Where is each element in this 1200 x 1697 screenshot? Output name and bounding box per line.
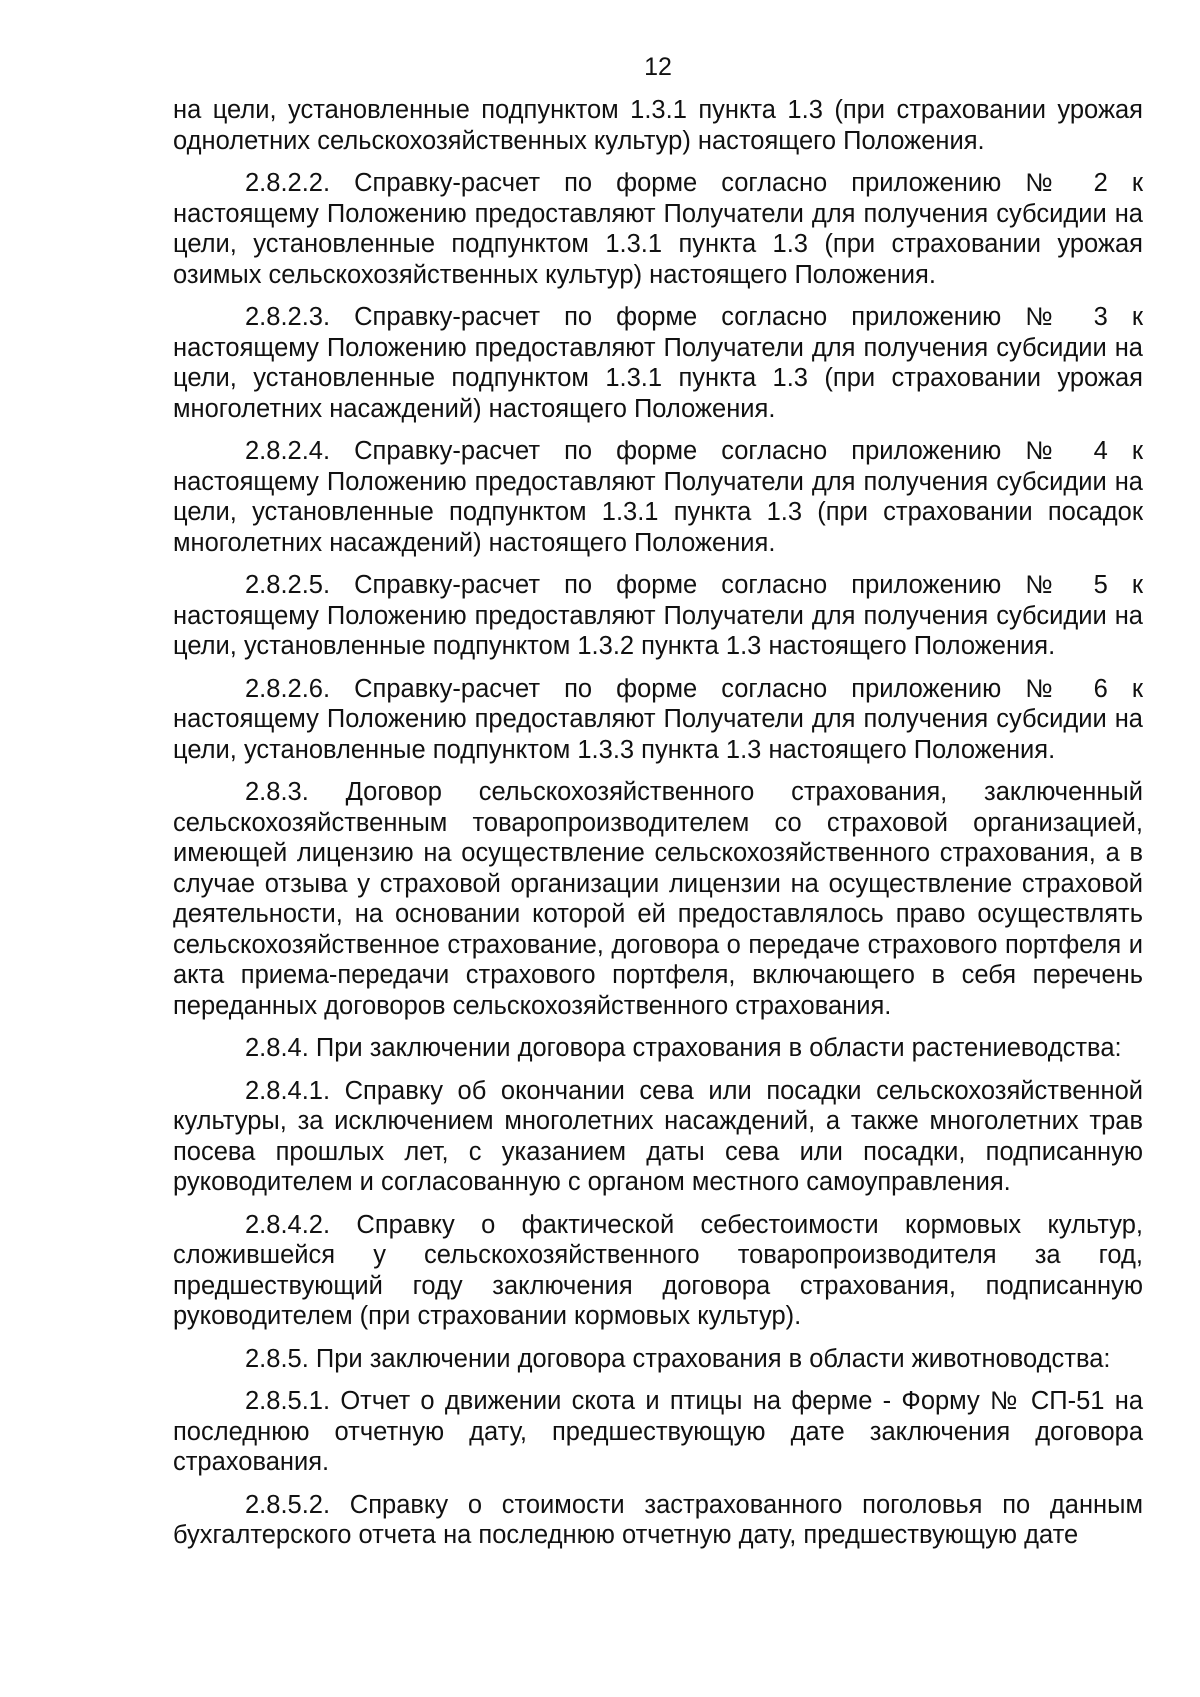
paragraph-2-8-4: 2.8.4. При заключении договора страхования в области растениеводства: [245,1034,1122,1062]
paragraph-2-8-2-2: 2.8.2.2. Справку-расчет по форме согласно приложению № 2 к настоящему Положению предоставляют Получатели для получения субсидии на цели, установленные подпунктом 1.3.1 пункта 1.3 (при страховании урожая озимых сельскохозяйственных культур) настоящего Положения. [173,169,1143,289]
paragraph-2-8-2-3: 2.8.2.3. Справку-расчет по форме согласно приложению № 3 к настоящему Положению предоставляют Получатели для получения субсидии на цели, установленные подпунктом 1.3.1 пункта 1.3 (при страховании урожая многолетних насаждений) настоящего Положения. [173,303,1143,423]
paragraph-2-8-4-1: 2.8.4.1. Справку об окончании сева или посадки сельскохозяйственной культуры, за исключением многолетних насаждений, а также многолетних трав посева прошлых лет, с указанием даты сева или посадки, подписанную руководителем и согласованную с органом местного самоуправления. [173,1076,1143,1196]
paragraph-2-8-5-1: 2.8.5.1. Отчет о движении скота и птицы на ферме - Форму № СП-51 на последнюю отчетную дату, предшествующую дате заключения договора страхования. [173,1387,1143,1476]
paragraph-2-8-5-2: 2.8.5.2. Справку о стоимости застрахованного поголовья по данным бухгалтерского отчета на последнюю отчетную дату, предшествующую дате [173,1490,1143,1549]
paragraph-2-8-4-2: 2.8.4.2. Справку о фактической себестоимости кормовых культур, сложившейся у сельскохозяйственного товаропроизводителя за год, предшествующий году заключения договора страхования, подписанную руководителем (при страховании кормовых культур). [173,1210,1143,1330]
paragraph-2-8-2-5: 2.8.2.5. Справку-расчет по форме согласно приложению № 5 к настоящему Положению предоставляют Получатели для получения субсидии на цели, установленные подпунктом 1.3.2 пункта 1.3 настоящего Положения. [173,571,1143,660]
paragraph-2-8-3: 2.8.3. Договор сельскохозяйственного страхования, заключенный сельскохозяйственным товаропроизводителем со страховой организацией, имеющей лицензию на осуществление сельскохозяйственного страхования, а в случае отзыва у страховой организации лицензии на осуществление страховой деятельности, на основании которой ей предоставлялось право осуществлять сельскохозяйственное страхование, договора о передаче страхового портфеля и акта приема-передачи страхового портфеля, включающего в себя перечень переданных договоров сельскохозяйственного страхования. [173,778,1143,1020]
page-content [173,52,1143,1551]
paragraph-continuation: на цели, установленные подпунктом 1.3.1 пункта 1.3 (при страховании урожая однолетних сельскохозяйственных культур) настоящего Положения. [173,96,1143,155]
paragraph-2-8-2-6: 2.8.2.6. Справку-расчет по форме согласно приложению № 6 к настоящему Положению предоставляют Получатели для получения субсидии на цели, установленные подпунктом 1.3.3 пункта 1.3 настоящего Положения. [173,674,1143,764]
paragraph-2-8-2-4: 2.8.2.4. Справку-расчет по форме согласно приложению № 4 к настоящему Положению предоставляют Получатели для получения субсидии на цели, установленные подпунктом 1.3.1 пункта 1.3 (при страховании посадок многолетних насаждений) настоящего Положения. [173,437,1143,557]
paragraph-2-8-5: 2.8.5. При заключении договора страхования в области животноводства: [245,1344,1111,1373]
page-number: 12 [644,53,672,81]
